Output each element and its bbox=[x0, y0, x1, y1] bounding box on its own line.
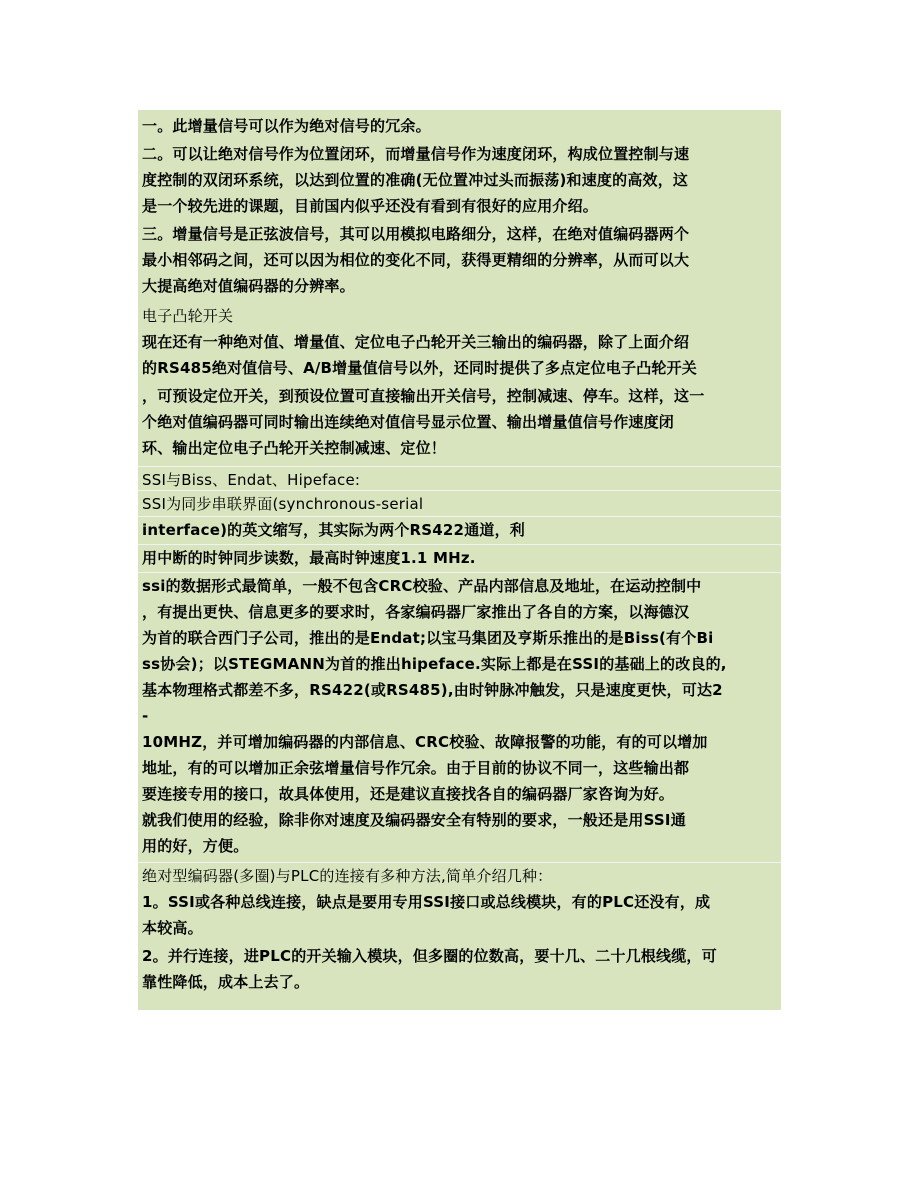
text-line: 个绝对值编码器可同时输出连续绝对值信号显示位置、输出增量值信号作速度闭 bbox=[142, 413, 675, 431]
text-line: 绝对型编码器(多圈)与PLC的连接有多种方法,简单介绍几种： bbox=[142, 867, 553, 885]
text-line: 就我们使用的经验，除非你对速度及编码器安全有特别的要求，一般还是用SSI通 bbox=[142, 811, 686, 829]
text-line: 基本物理格式都差不多，RS422(或RS485),由时钟脉冲触发，只是速度更快，可达2 bbox=[142, 681, 723, 699]
text-line: 电子凸轮开关 bbox=[142, 307, 234, 325]
text-line: 是一个较先进的课题，目前国内似乎还没有看到有很好的应用介绍。 bbox=[142, 197, 599, 215]
text-line: interface)的英文缩写，其实际为两个RS422通道，利 bbox=[142, 521, 525, 539]
document-text-block bbox=[138, 110, 781, 1010]
text-line: ，有提出更快、信息更多的要求时，各家编码器厂家推出了各自的方案，以海德汉 bbox=[142, 603, 690, 621]
text-line: 度控制的双闭环系统，以达到位置的准确(无位置冲过头而振荡)和速度的高效，这 bbox=[142, 171, 689, 189]
text-line: 现在还有一种绝对值、增量值、定位电子凸轮开关三输出的编码器，除了上面介绍 bbox=[142, 333, 690, 351]
text-line: - bbox=[142, 707, 149, 725]
text-line: 大提高绝对值编码器的分辨率。 bbox=[142, 277, 355, 295]
row-divider bbox=[138, 544, 781, 545]
text-line: 2。并行连接，进PLC的开关输入模块，但多圈的位数高，要十几、二十几根线缆，可 bbox=[142, 947, 717, 965]
row-divider bbox=[138, 516, 781, 517]
row-divider bbox=[138, 572, 781, 573]
row-divider bbox=[138, 490, 781, 491]
text-line: 用的好，方便。 bbox=[142, 837, 249, 855]
text-line: 10MHZ，并可增加编码器的内部信息、CRC校验、故障报警的功能，有的可以增加 bbox=[142, 733, 708, 751]
text-line: SSI为同步串联界面(synchronous-serial bbox=[142, 495, 424, 513]
text-line: 一。此增量信号可以作为绝对信号的冗余。 bbox=[142, 117, 431, 135]
text-line: 1。SSI或各种总线连接，缺点是要用专用SSI接口或总线模块，有的PLC还没有，成 bbox=[142, 893, 711, 911]
text-line: 用中断的时钟同步读数，最高时钟速度1.1 MHz. bbox=[142, 549, 476, 567]
row-divider bbox=[138, 466, 781, 467]
text-line: 靠性降低，成本上去了。 bbox=[142, 973, 310, 991]
text-line: 三。增量信号是正弦波信号，其可以用模拟电路细分，这样，在绝对值编码器两个 bbox=[142, 225, 690, 243]
text-line: 本较高。 bbox=[142, 919, 203, 937]
text-line: ，可预设定位开关，到预设位置可直接输出开关信号，控制减速、停车。这样，这一 bbox=[142, 387, 705, 405]
text-line: 为首的联合西门子公司，推出的是Endat;以宝马集团及亨斯乐推出的是Biss(有个Bi bbox=[142, 629, 714, 647]
text-line: 最小相邻码之间，还可以因为相位的变化不同，获得更精细的分辨率，从而可以大 bbox=[142, 251, 690, 269]
text-line: 二。可以让绝对信号作为位置闭环，而增量信号作为速度闭环，构成位置控制与速 bbox=[142, 145, 690, 163]
text-line: ssi的数据形式最简单，一般不包含CRC校验、产品内部信息及地址，在运动控制中 bbox=[142, 577, 702, 595]
text-line: SSI与Biss、Endat、Hipeface: bbox=[142, 471, 361, 489]
text-line: ss协会)；以STEGMANN为首的推出hipeface.实际上都是在SSI的基础上的改良的, bbox=[142, 655, 727, 673]
text-line: 要连接专用的接口，故具体使用，还是建议直接找各自的编码器厂家咨询为好。 bbox=[142, 785, 675, 803]
text-line: 地址，有的可以增加正余弦增量信号作冗余。由于目前的协议不同一，这些输出都 bbox=[142, 759, 690, 777]
text-line: 的RS485绝对值信号、A/B增量值信号以外，还同时提供了多点定位电子凸轮开关 bbox=[142, 359, 697, 377]
text-line: 环、输出定位电子凸轮开关控制减速、定位！ bbox=[142, 439, 447, 457]
row-divider bbox=[138, 862, 781, 863]
